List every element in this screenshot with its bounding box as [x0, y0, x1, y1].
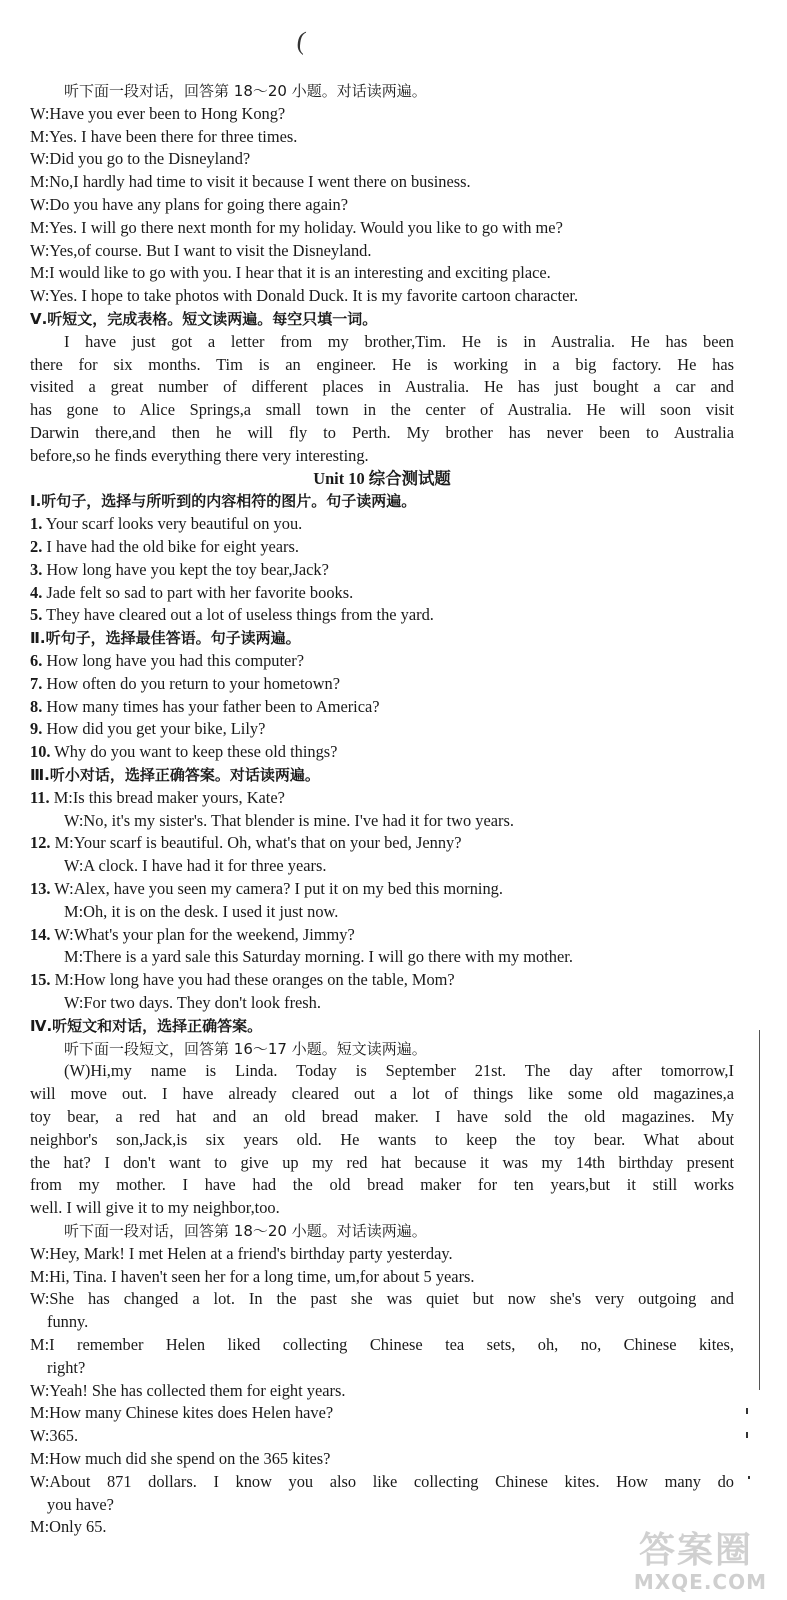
line-text: W:She has changed a lot. In the past she was quiet but now she's very outgoing and [30, 1289, 734, 1309]
line-text: before,so he finds everything there very interesting. [30, 445, 369, 465]
text-line [30, 1174, 734, 1196]
text-line [30, 1197, 734, 1219]
text-line [30, 354, 734, 376]
text-line [30, 376, 734, 398]
line-text: W:Did you go to the Disneyland? [30, 149, 251, 169]
text-line [30, 468, 734, 490]
question-number: 14. [30, 924, 51, 944]
line-text: Ⅳ.听短文和对话，选择正确答案。 [30, 1016, 263, 1035]
text-line [30, 1243, 734, 1265]
question-number: 10. [30, 742, 51, 762]
line-text: the hat? I don't want to give up my red hat because it was my 14th birthday present [30, 1152, 734, 1172]
watermark-url: MXQE.COM [633, 1570, 767, 1594]
page-top-mark: ( [295, 25, 308, 56]
text-line [30, 1152, 734, 1174]
text-line [30, 969, 734, 991]
text-line [30, 194, 734, 216]
line-text: M:Only 65. [30, 1517, 107, 1537]
line-text: will move out. I have already cleared out a lot of things like some old magazines,a [30, 1084, 734, 1104]
margin-rule [759, 1030, 760, 1390]
line-text: M:Yes. I have been there for three times. [30, 126, 298, 146]
text-line [30, 399, 734, 421]
line-text: W:Yeah! She has collected them for eight years. [30, 1380, 346, 1400]
question-number: 8. [30, 696, 43, 716]
line-text: you have? [47, 1494, 114, 1514]
line-text: M:Is this bread maker yours, Kate? [49, 787, 285, 807]
text-line [30, 992, 734, 1014]
watermark-logo: 答案圈 [638, 1530, 753, 1571]
text-line [30, 171, 734, 193]
line-text: W:365. [30, 1426, 79, 1446]
line-text: W:For two days. They don't look fresh. [64, 993, 321, 1012]
line-text: W:Do you have any plans for going there again? [30, 195, 348, 214]
text-line [30, 1083, 734, 1105]
line-text: How many times has your father been to America? [42, 696, 380, 716]
line-text: Ⅴ.听短文，完成表格。短文读两遍。每空只填一词。 [30, 310, 378, 328]
text-line [30, 1357, 734, 1379]
line-text: M:There is a yard sale this Saturday morning. I will go there with my mother. [64, 947, 573, 967]
text-line [30, 741, 734, 763]
line-text: Why do you want to keep these old things? [50, 742, 338, 762]
line-text: Ⅰ.听句子，选择与所听到的内容相符的图片。句子读两遍。 [30, 492, 417, 511]
line-text: Ⅲ.听小对话，选择正确答案。对话读两遍。 [30, 766, 320, 784]
text-line [30, 696, 734, 718]
question-number: 1. [30, 514, 43, 534]
line-text: W:No, it's my sister's. That blender is mine. I've had it for two years. [64, 810, 514, 830]
question-number: 4. [30, 582, 43, 602]
line-text: Your scarf looks very beautiful on you. [42, 514, 303, 534]
text-line [30, 1448, 734, 1470]
line-text: W:What's your plan for the weekend, Jimmy? [50, 924, 355, 944]
line-text: toy bear, a red hat and an old bread maker. I have sold the old magazines. My [30, 1107, 734, 1126]
text-line [30, 1311, 734, 1333]
text-line [30, 810, 734, 832]
text-line [30, 536, 734, 558]
line-text: M:No,I hardly had time to visit it because I went there on business. [30, 172, 471, 192]
line-text: right? [47, 1357, 86, 1377]
text-line [30, 878, 734, 900]
line-text: W:A clock. I have had it for three years. [64, 856, 327, 876]
line-text: visited a great number of different places in Australia. He has just bought a car and [30, 377, 734, 397]
text-line [30, 513, 734, 535]
text-line [30, 217, 734, 239]
text-line [30, 764, 734, 786]
line-text: M:I remember Helen liked collecting Chinese tea sets, oh, no, Chinese kites, [30, 1335, 734, 1354]
question-number: 11. [30, 787, 50, 807]
question-number: 6. [30, 651, 43, 670]
line-text: How long have you had this computer? [42, 651, 305, 670]
text-line [30, 627, 734, 649]
line-text: well. I will give it to my neighbor,too. [30, 1198, 280, 1218]
text-line [30, 1220, 734, 1242]
line-text: They have cleared out a lot of useless things from the yard. [42, 605, 434, 625]
line-text: (W)Hi,my name is Linda. Today is September 21st. The day after tomorrow,I [64, 1061, 734, 1081]
text-line [30, 787, 734, 809]
line-text: has gone to Alice Springs,a small town in the center of Australia. He will soon visit [30, 400, 734, 420]
text-line [30, 1288, 734, 1310]
text-line [30, 604, 734, 626]
text-line [30, 240, 734, 262]
question-number: 15. [30, 970, 51, 990]
text-line [30, 855, 734, 877]
text-line [30, 924, 734, 946]
text-line [30, 1334, 734, 1356]
question-number: 9. [30, 719, 43, 739]
text-line [30, 650, 734, 672]
text-line [30, 673, 734, 695]
margin-dot [748, 1476, 750, 1479]
line-text: 听下面一段短文，回答第 16～17 小题。短文读两遍。 [64, 1039, 427, 1058]
line-text: from my mother. I have had the old bread maker for ten years,but it still works [30, 1175, 734, 1195]
margin-dot [746, 1408, 748, 1414]
line-text: M:Yes. I will go there next month for my holiday. Would you like to go with me? [30, 217, 563, 237]
text-line [30, 148, 734, 170]
line-text: M:How many Chinese kites does Helen have? [30, 1403, 334, 1423]
line-text: How did you get your bike, Lily? [42, 719, 266, 739]
watermark [603, 1522, 773, 1594]
line-text: W:Alex, have you seen my camera? I put it on my bed this morning. [50, 879, 503, 898]
text-line [30, 718, 734, 740]
text-line [30, 331, 734, 353]
text-line [30, 1471, 734, 1493]
line-text: M:How much did she spend on the 365 kites? [30, 1449, 331, 1468]
text-line [30, 1380, 734, 1402]
line-text: Jade felt so sad to part with her favorite books. [42, 582, 354, 602]
line-text: How long have you kept the toy bear,Jack? [42, 559, 329, 579]
text-line [30, 1425, 734, 1447]
text-line [30, 1038, 734, 1060]
line-text: W:Hey, Mark! I met Helen at a friend's birthday party yesterday. [30, 1243, 453, 1263]
line-text: M:Oh, it is on the desk. I used it just now. [64, 901, 339, 921]
line-text: M:How long have you had these oranges on the table, Mom? [50, 970, 455, 990]
text-line [30, 1060, 734, 1082]
line-text: W:Yes,of course. But I want to visit the Disneyland. [30, 240, 372, 260]
line-text: I have had the old bike for eight years. [42, 537, 299, 556]
line-text: funny. [47, 1312, 89, 1332]
line-text: 听下面一段对话，回答第 18～20 小题。对话读两遍。 [64, 1222, 427, 1240]
line-text: W:Yes. I hope to take photos with Donald Duck. It is my favorite cartoon character. [30, 286, 579, 306]
text-line [30, 445, 734, 467]
text-line [30, 559, 734, 581]
text-line [30, 832, 734, 854]
question-number: 13. [30, 879, 51, 898]
line-text: Unit 10 综合测试题 [313, 468, 451, 488]
margin-dot [746, 1432, 748, 1438]
line-text: Darwin there,and then he will fly to Perth. My brother has never been to Australia [30, 423, 734, 442]
question-number: 5. [30, 605, 43, 625]
text-line [30, 103, 734, 125]
text-line [30, 490, 734, 512]
text-line [30, 1494, 734, 1516]
text-line [30, 285, 734, 307]
text-line [30, 946, 734, 968]
document-page [30, 0, 734, 1600]
text-line [30, 1402, 734, 1424]
text-line [30, 1015, 734, 1037]
line-text: M:Hi, Tina. I haven't seen her for a long time, um,for about 5 years. [30, 1266, 475, 1286]
line-text: M:Your scarf is beautiful. Oh, what's that on your bed, Jenny? [50, 833, 462, 853]
question-number: 12. [30, 833, 51, 853]
line-text: How often do you return to your hometown? [42, 673, 341, 693]
line-text: I have just got a letter from my brother,Tim. He is in Australia. He has been [64, 331, 734, 351]
question-number: 7. [30, 673, 43, 693]
text-line [30, 80, 734, 102]
line-text: neighbor's son,Jack,is six years old. He wants to keep the toy bear. What about [30, 1129, 734, 1149]
line-text: M:I would like to go with you. I hear that it is an interesting and exciting place. [30, 263, 551, 283]
question-number: 3. [30, 559, 43, 579]
text-line [30, 126, 734, 148]
text-line [30, 1106, 734, 1128]
line-text: W:Have you ever been to Hong Kong? [30, 103, 286, 123]
line-text: there for six months. Tim is an engineer. He is working in a big factory. He has [30, 354, 734, 374]
text-line [30, 422, 734, 444]
text-line [30, 1129, 734, 1151]
line-text: 听下面一段对话，回答第 18～20 小题。对话读两遍。 [64, 82, 427, 100]
line-text: Ⅱ.听句子，选择最佳答语。句子读两遍。 [30, 629, 301, 648]
text-line [30, 262, 734, 284]
text-line [30, 308, 734, 330]
text-line [30, 1266, 734, 1288]
text-line [30, 901, 734, 923]
text-line [30, 582, 734, 604]
line-text: W:About 871 dollars. I know you also like collecting Chinese kites. How many do [30, 1471, 734, 1491]
question-number: 2. [30, 537, 43, 556]
